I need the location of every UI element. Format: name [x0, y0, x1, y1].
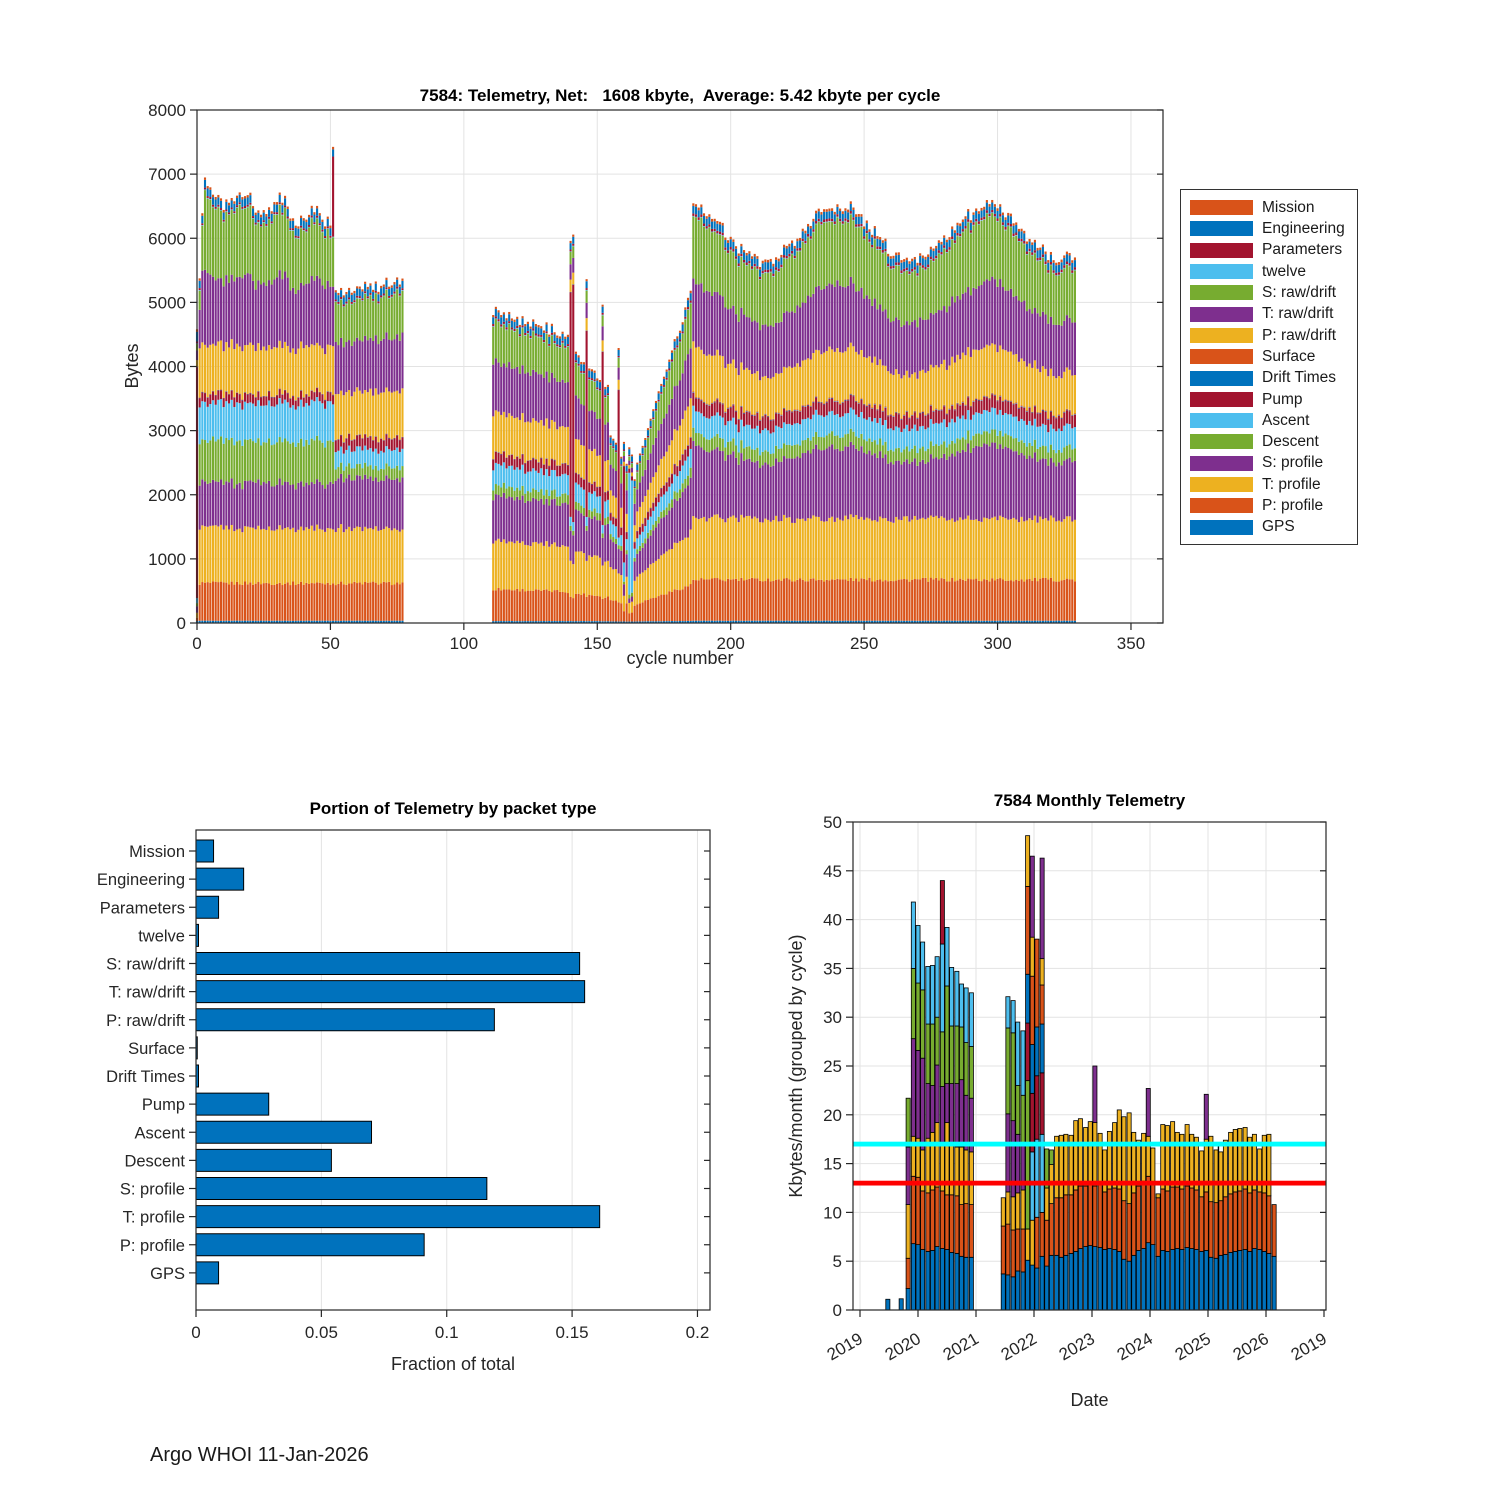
svg-text:1000: 1000 [148, 549, 186, 569]
legend-item [1181, 389, 1357, 410]
legend-label: Descent [1262, 433, 1319, 451]
svg-text:Parameters: Parameters [99, 899, 185, 918]
svg-text:0.05: 0.05 [304, 1323, 338, 1342]
legend-item [1181, 197, 1357, 218]
svg-text:0: 0 [176, 614, 186, 633]
legend-item [1181, 410, 1357, 431]
legend-item [1181, 240, 1357, 261]
svg-text:250: 250 [849, 634, 879, 653]
legend-label: GPS [1262, 518, 1295, 536]
svg-text:Engineering: Engineering [96, 871, 185, 890]
legend-label: Engineering [1262, 220, 1345, 238]
legend-item [1181, 218, 1357, 239]
legend-label: twelve [1262, 262, 1306, 280]
svg-text:0.2: 0.2 [685, 1323, 710, 1342]
legend-item [1181, 495, 1357, 516]
monthly-chart-xlabel: Date [1070, 1390, 1109, 1410]
telemetry-bars [196, 147, 1076, 623]
telemetry-by-cycle-chart [148, 101, 1163, 653]
legend-label: P: raw/drift [1262, 326, 1337, 344]
legend-swatch-engineering [1190, 221, 1253, 236]
cyan-threshold-line [853, 1142, 1326, 1147]
monthly-chart [823, 813, 1330, 1364]
svg-text:0.15: 0.15 [555, 1323, 589, 1342]
legend-item [1181, 346, 1357, 367]
svg-text:50: 50 [320, 634, 340, 653]
svg-text:Ascent: Ascent [134, 1124, 185, 1143]
svg-text:3000: 3000 [148, 421, 186, 441]
svg-text:S: profile: S: profile [119, 1180, 185, 1199]
svg-text:T: raw/drift: T: raw/drift [108, 983, 185, 1002]
svg-text:6000: 6000 [148, 229, 186, 249]
legend-item [1181, 367, 1357, 388]
legend-box [1180, 189, 1358, 545]
legend-swatch-t-profile [1190, 477, 1253, 492]
legend-item [1181, 431, 1357, 452]
legend-swatch-p-profile [1190, 498, 1253, 513]
legend-item [1181, 453, 1357, 474]
legend-swatch-s-raw-drift [1190, 285, 1253, 300]
svg-text:5000: 5000 [148, 293, 186, 313]
svg-text:0: 0 [192, 634, 202, 653]
legend-label: S: profile [1262, 454, 1324, 472]
footer-text: Argo WHOI 11-Jan-2026 [150, 1444, 369, 1466]
svg-text:T: profile: T: profile [122, 1208, 185, 1227]
svg-text:2000: 2000 [148, 485, 186, 505]
top-chart-title: 7584: Telemetry, Net: 1608 kbyte, Average: 5.42 kbyte per cycle [419, 86, 941, 105]
svg-text:S: raw/drift: S: raw/drift [106, 955, 185, 974]
svg-text:8000: 8000 [148, 101, 186, 120]
svg-text:Surface: Surface [128, 1039, 185, 1058]
svg-text:P: profile: P: profile [119, 1236, 185, 1255]
svg-text:Mission: Mission [129, 843, 185, 861]
svg-text:GPS: GPS [150, 1264, 185, 1283]
legend-item [1181, 261, 1357, 282]
legend-label: Pump [1262, 390, 1303, 408]
red-threshold-line [853, 1181, 1326, 1186]
legend-label: Surface [1262, 347, 1316, 365]
legend-swatch-parameters [1190, 243, 1253, 258]
legend-label: Mission [1262, 198, 1315, 216]
monthly-bars [886, 836, 1276, 1310]
legend-label: Drift Times [1262, 369, 1337, 387]
legend-item [1181, 282, 1357, 303]
svg-text:Pump: Pump [141, 1096, 185, 1115]
portion-chart [97, 830, 710, 1342]
svg-text:P: raw/drift: P: raw/drift [106, 1011, 185, 1030]
top-chart-xlabel: cycle number [626, 648, 734, 668]
svg-text:150: 150 [583, 634, 612, 653]
legend-item [1181, 325, 1357, 346]
portion-axes [97, 830, 710, 1342]
legend-swatch-surface [1190, 349, 1253, 364]
svg-text:300: 300 [983, 634, 1012, 653]
svg-text:twelve: twelve [138, 927, 185, 946]
legend-swatch-pump [1190, 392, 1253, 407]
legend-swatch-drift-times [1190, 371, 1253, 386]
legend-label: Parameters [1262, 241, 1343, 259]
svg-text:200: 200 [716, 634, 745, 653]
legend-item [1181, 516, 1357, 537]
svg-text:350: 350 [1116, 634, 1146, 653]
legend-swatch-mission [1190, 200, 1253, 215]
legend-swatch-twelve [1190, 264, 1253, 279]
legend-swatch-s-profile [1190, 456, 1253, 471]
portion-chart-title: Portion of Telemetry by packet type [309, 799, 597, 818]
legend-label: T: profile [1262, 475, 1321, 493]
monthly-chart-ylabel: Kbytes/month (grouped by cycle) [786, 934, 806, 1198]
svg-text:0.1: 0.1 [434, 1323, 459, 1342]
legend-label: P: profile [1262, 497, 1324, 515]
legend-item [1181, 303, 1357, 324]
legend-swatch-gps [1190, 520, 1253, 535]
monthly-chart-title: 7584 Monthly Telemetry [993, 791, 1186, 810]
legend-swatch-ascent [1190, 413, 1253, 428]
svg-text:0: 0 [191, 1323, 201, 1342]
legend-label: S: raw/drift [1262, 284, 1337, 302]
svg-text:7000: 7000 [148, 165, 186, 185]
legend-swatch-p-raw-drift [1190, 328, 1253, 343]
portion-bars [196, 840, 600, 1284]
top-chart-ylabel: Bytes [122, 343, 142, 389]
svg-text:100: 100 [449, 634, 479, 653]
legend-swatch-descent [1190, 434, 1253, 449]
svg-text:Drift Times: Drift Times [106, 1068, 185, 1086]
legend-item [1181, 474, 1357, 495]
svg-text:Descent: Descent [124, 1152, 185, 1171]
svg-text:4000: 4000 [148, 357, 186, 377]
legend-label: T: raw/drift [1262, 305, 1334, 323]
legend-swatch-t-raw-drift [1190, 307, 1253, 322]
portion-chart-xlabel: Fraction of total [390, 1354, 516, 1374]
black-marker-line [1218, 1145, 1219, 1310]
legend-label: Ascent [1262, 411, 1310, 429]
